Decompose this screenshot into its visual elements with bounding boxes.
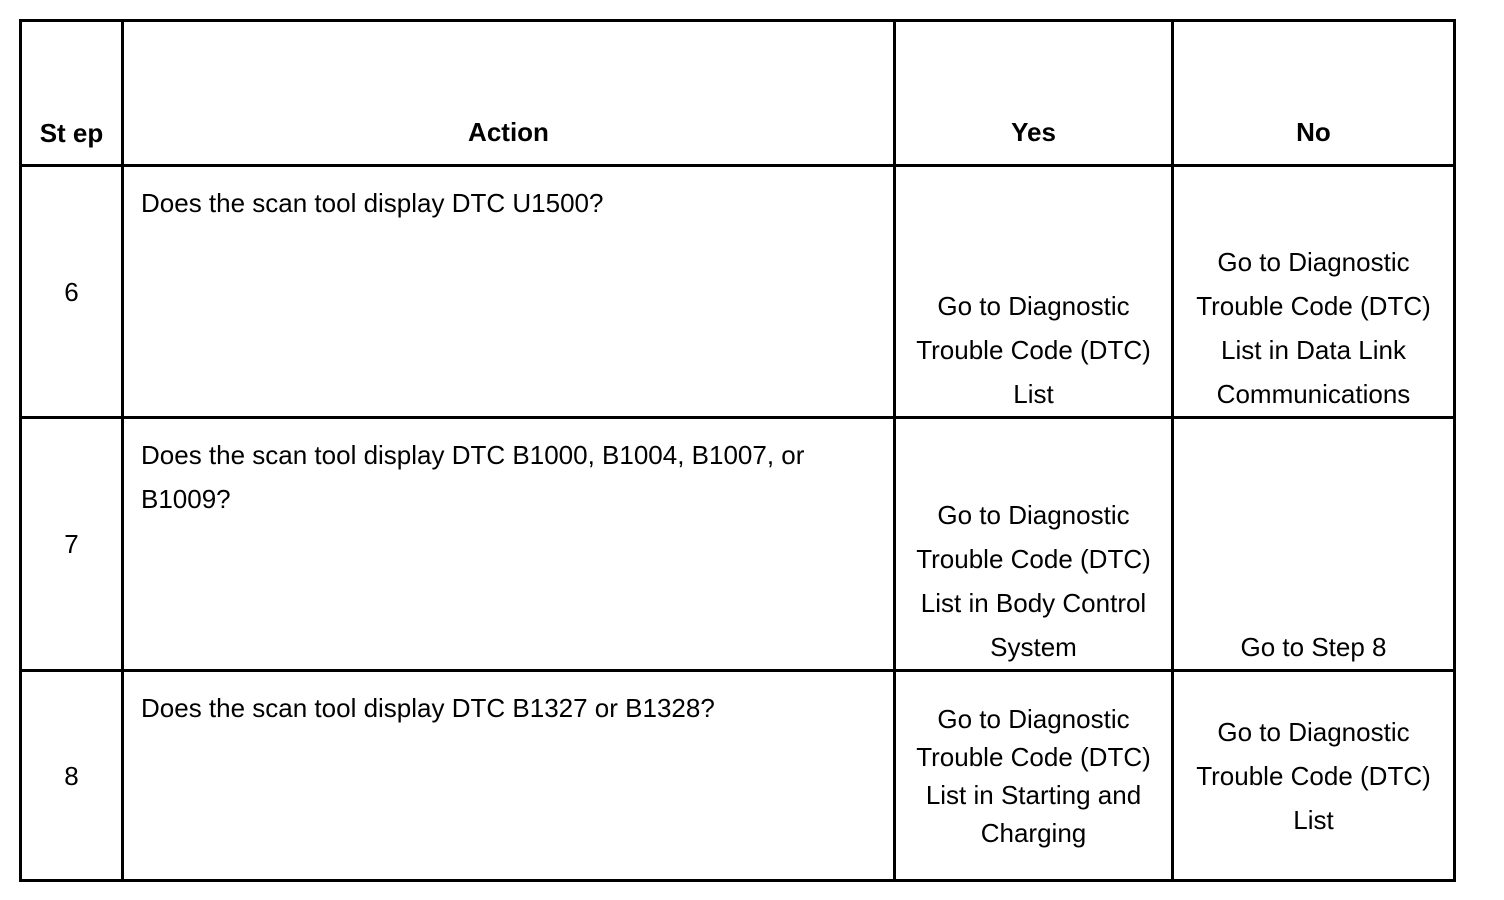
table-row: [21, 418, 1455, 671]
diagnostic-table: [19, 19, 1456, 882]
yes-result: Go to Diagnostic Trouble Code (DTC) List in Starting and Charging: [895, 671, 1173, 881]
yes-result: Go to Diagnostic Trouble Code (DTC) List: [895, 166, 1173, 418]
header-yes: Yes: [895, 21, 1173, 166]
no-result: Go to Step 8: [1173, 418, 1455, 671]
header-step: St ep: [21, 21, 123, 166]
step-number: 7: [21, 418, 123, 671]
action-text: Does the scan tool display DTC B1000, B1004, B1007, or B1009?: [123, 418, 895, 671]
table-row: [21, 166, 1455, 418]
action-text: Does the scan tool display DTC B1327 or B1328?: [123, 671, 895, 881]
yes-result: Go to Diagnostic Trouble Code (DTC) List in Body Control System: [895, 418, 1173, 671]
header-no: No: [1173, 21, 1455, 166]
no-result: Go to Diagnostic Trouble Code (DTC) List: [1173, 671, 1455, 881]
step-number: 6: [21, 166, 123, 418]
action-text: Does the scan tool display DTC U1500?: [123, 166, 895, 418]
no-result: Go to Diagnostic Trouble Code (DTC) List in Data Link Communications: [1173, 166, 1455, 418]
step-number: 8: [21, 671, 123, 881]
table-header-row: [21, 21, 1455, 166]
table-row: [21, 671, 1455, 881]
header-action: Action: [123, 21, 895, 166]
